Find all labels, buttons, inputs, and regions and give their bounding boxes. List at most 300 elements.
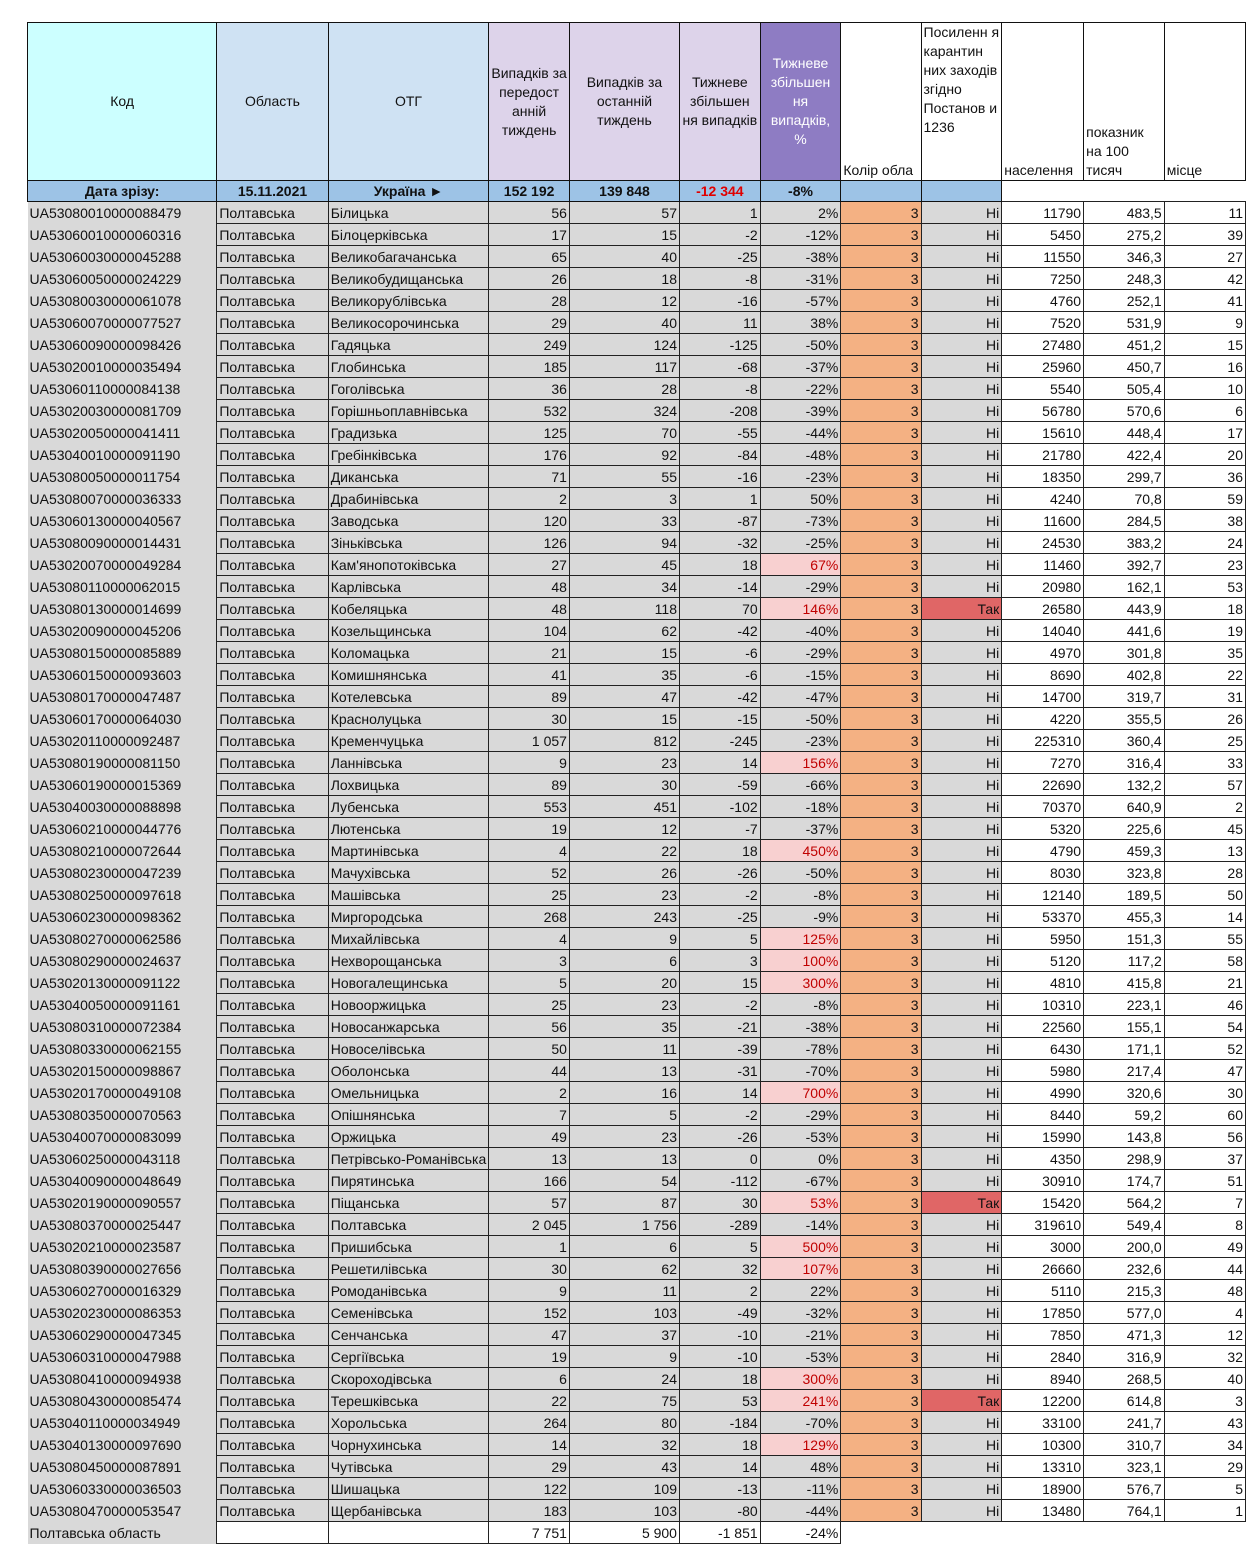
cell-otg[interactable]: Лютенська [328,818,489,840]
cell-weekly-increase-pct[interactable]: -53% [760,1126,841,1148]
cell-code[interactable]: UA53020110000092487 [28,730,217,752]
cell-rate-per-100k[interactable]: 70,8 [1084,488,1165,510]
cell-code[interactable]: UA53020010000035494 [28,356,217,378]
cell-otg[interactable]: Ланнівська [328,752,489,774]
cell-weekly-increase-pct[interactable]: -22% [760,378,841,400]
cell-place[interactable]: 29 [1164,1456,1245,1478]
cell-zone-color[interactable]: 3 [841,1038,921,1060]
cell-otg[interactable]: Гребінківська [328,444,489,466]
cell-prev-week[interactable]: 50 [489,1038,570,1060]
cell-last-week[interactable]: 94 [569,532,679,554]
country-selector[interactable]: Україна ► [328,181,489,202]
cell-otg[interactable]: Гоголівська [328,378,489,400]
cell-weekly-increase[interactable]: -245 [679,730,760,752]
cell-prev-week[interactable]: 25 [489,994,570,1016]
cell-weekly-increase[interactable]: -14 [679,576,760,598]
cell-prev-week[interactable]: 183 [489,1500,570,1522]
cell-place[interactable]: 55 [1164,928,1245,950]
cell-strict-measures[interactable]: Ні [921,1434,1002,1456]
cell-rate-per-100k[interactable]: 392,7 [1084,554,1165,576]
cell-rate-per-100k[interactable]: 346,3 [1084,246,1165,268]
cell-last-week[interactable]: 15 [569,642,679,664]
cell-oblast[interactable]: Полтавська [217,378,328,400]
cell-weekly-increase[interactable]: -2 [679,884,760,906]
cell-oblast[interactable]: Полтавська [217,444,328,466]
cell-rate-per-100k[interactable]: 299,7 [1084,466,1165,488]
cell-oblast[interactable]: Полтавська [217,1500,328,1522]
cell-population[interactable]: 7250 [1002,268,1084,290]
cell-last-week[interactable]: 80 [569,1412,679,1434]
cell-last-week[interactable]: 62 [569,620,679,642]
cell-weekly-increase[interactable]: -42 [679,620,760,642]
cell-place[interactable]: 36 [1164,466,1245,488]
cell-code[interactable]: UA53040090000048649 [28,1170,217,1192]
cell-rate-per-100k[interactable]: 171,1 [1084,1038,1165,1060]
cell-code[interactable]: UA53060010000060316 [28,224,217,246]
cell-otg[interactable]: Гадяцька [328,334,489,356]
cell-code[interactable]: UA53080290000024637 [28,950,217,972]
cell-population[interactable]: 4220 [1002,708,1084,730]
cell-prev-week[interactable]: 120 [489,510,570,532]
cell-code[interactable]: UA53040110000034949 [28,1412,217,1434]
cell-otg[interactable]: Решетилівська [328,1258,489,1280]
cell-otg[interactable]: Пришибська [328,1236,489,1258]
cell-weekly-increase[interactable]: -125 [679,334,760,356]
cell-population[interactable]: 7270 [1002,752,1084,774]
cell-prev-week[interactable]: 4 [489,840,570,862]
cell-population[interactable]: 26660 [1002,1258,1084,1280]
cell-otg[interactable]: Новосанжарська [328,1016,489,1038]
cell-prev-week[interactable]: 125 [489,422,570,444]
cell-code[interactable]: UA53080170000047487 [28,686,217,708]
cell-strict-measures[interactable]: Ні [921,290,1002,312]
cell-rate-per-100k[interactable]: 217,4 [1084,1060,1165,1082]
cell-place[interactable]: 24 [1164,532,1245,554]
cell-weekly-increase[interactable]: 3 [679,950,760,972]
cell-oblast[interactable]: Полтавська [217,1302,328,1324]
cell-rate-per-100k[interactable]: 241,7 [1084,1412,1165,1434]
cell-place[interactable]: 56 [1164,1126,1245,1148]
cell-prev-week[interactable]: 21 [489,642,570,664]
cell-place[interactable]: 30 [1164,1082,1245,1104]
cell-zone-color[interactable]: 3 [841,290,921,312]
cell-oblast[interactable]: Полтавська [217,1104,328,1126]
cell-place[interactable]: 47 [1164,1060,1245,1082]
cell-otg[interactable]: Котелевська [328,686,489,708]
cell-place[interactable]: 46 [1164,994,1245,1016]
cell-otg[interactable]: Щербанівська [328,1500,489,1522]
cell-weekly-increase-pct[interactable]: 125% [760,928,841,950]
cell-zone-color[interactable]: 3 [841,1060,921,1082]
cell-weekly-increase[interactable]: -7 [679,818,760,840]
cell-prev-week[interactable]: 152 [489,1302,570,1324]
cell-code[interactable]: UA53060110000084138 [28,378,217,400]
cell-otg[interactable]: Мартинівська [328,840,489,862]
cell-strict-measures[interactable]: Ні [921,840,1002,862]
cell-strict-measures[interactable]: Ні [921,972,1002,994]
cell-otg[interactable]: Лохвицька [328,774,489,796]
cell-weekly-increase-pct[interactable]: -73% [760,510,841,532]
cell-rate-per-100k[interactable]: 422,4 [1084,444,1165,466]
cell-weekly-increase[interactable]: -16 [679,466,760,488]
cell-place[interactable]: 39 [1164,224,1245,246]
cell-code[interactable]: UA53020050000041411 [28,422,217,444]
cell-weekly-increase-pct[interactable]: 53% [760,1192,841,1214]
cell-strict-measures[interactable]: Ні [921,1170,1002,1192]
cell-population[interactable]: 26580 [1002,598,1084,620]
cell-oblast[interactable]: Полтавська [217,708,328,730]
cell-strict-measures[interactable]: Ні [921,862,1002,884]
cell-code[interactable]: UA53080190000081150 [28,752,217,774]
cell-prev-week[interactable]: 122 [489,1478,570,1500]
cell-weekly-increase[interactable]: -25 [679,246,760,268]
cell-strict-measures[interactable]: Ні [921,532,1002,554]
cell-oblast[interactable]: Полтавська [217,1082,328,1104]
cell-oblast[interactable]: Полтавська [217,950,328,972]
cell-prev-week[interactable]: 3 [489,950,570,972]
cell-code[interactable]: UA53060250000043118 [28,1148,217,1170]
cell-weekly-increase-pct[interactable]: 48% [760,1456,841,1478]
cell-strict-measures[interactable]: Ні [921,1368,1002,1390]
cell-last-week[interactable]: 24 [569,1368,679,1390]
cell-last-week[interactable]: 47 [569,686,679,708]
cell-otg[interactable]: Машівська [328,884,489,906]
cell-oblast[interactable]: Полтавська [217,1434,328,1456]
cell-code[interactable]: UA53060190000015369 [28,774,217,796]
cell-weekly-increase-pct[interactable]: -44% [760,1500,841,1522]
cell-rate-per-100k[interactable]: 301,8 [1084,642,1165,664]
cell-strict-measures[interactable]: Ні [921,1104,1002,1126]
cell-prev-week[interactable]: 57 [489,1192,570,1214]
cell-population[interactable]: 4240 [1002,488,1084,510]
cell-prev-week[interactable]: 41 [489,664,570,686]
cell-population[interactable]: 15610 [1002,422,1084,444]
cell-population[interactable]: 12140 [1002,884,1084,906]
cell-code[interactable]: UA53040070000083099 [28,1126,217,1148]
cell-strict-measures[interactable]: Ні [921,466,1002,488]
cell-zone-color[interactable]: 3 [841,1280,921,1302]
cell-last-week[interactable]: 16 [569,1082,679,1104]
cell-zone-color[interactable]: 3 [841,1324,921,1346]
cell-otg[interactable]: Новоселівська [328,1038,489,1060]
cell-oblast[interactable]: Полтавська [217,246,328,268]
cell-weekly-increase[interactable]: -26 [679,1126,760,1148]
cell-prev-week[interactable]: 185 [489,356,570,378]
header-oblast[interactable]: Область [217,23,328,181]
cell-weekly-increase[interactable]: 1 [679,202,760,224]
cell-otg[interactable]: Оболонська [328,1060,489,1082]
cell-oblast[interactable]: Полтавська [217,312,328,334]
cell-weekly-increase-pct[interactable]: -70% [760,1060,841,1082]
cell-code[interactable]: UA53080130000014699 [28,598,217,620]
cell-prev-week[interactable]: 47 [489,1324,570,1346]
cell-weekly-increase[interactable]: 14 [679,1456,760,1478]
cell-weekly-increase-pct[interactable]: 50% [760,488,841,510]
cell-otg[interactable]: Скороходівська [328,1368,489,1390]
cell-weekly-increase[interactable]: 14 [679,752,760,774]
cell-weekly-increase-pct[interactable]: -48% [760,444,841,466]
cell-rate-per-100k[interactable]: 232,6 [1084,1258,1165,1280]
cell-otg[interactable]: Миргородська [328,906,489,928]
cell-population[interactable]: 10310 [1002,994,1084,1016]
cell-strict-measures[interactable]: Ні [921,620,1002,642]
cell-code[interactable]: UA53020190000090557 [28,1192,217,1214]
cell-oblast[interactable]: Полтавська [217,1456,328,1478]
cell-oblast[interactable]: Полтавська [217,1236,328,1258]
cell-oblast[interactable]: Полтавська [217,620,328,642]
cell-strict-measures[interactable]: Так [921,1390,1002,1412]
cell-rate-per-100k[interactable]: 570,6 [1084,400,1165,422]
cell-zone-color[interactable]: 3 [841,620,921,642]
cell-population[interactable]: 15990 [1002,1126,1084,1148]
cell-code[interactable]: UA53020170000049108 [28,1082,217,1104]
cell-code[interactable]: UA53080330000062155 [28,1038,217,1060]
cell-rate-per-100k[interactable]: 383,2 [1084,532,1165,554]
cell-code[interactable]: UA53080390000027656 [28,1258,217,1280]
cell-place[interactable]: 12 [1164,1324,1245,1346]
cell-place[interactable]: 38 [1164,510,1245,532]
cell-place[interactable]: 45 [1164,818,1245,840]
cell-place[interactable]: 6 [1164,400,1245,422]
cell-weekly-increase-pct[interactable]: -44% [760,422,841,444]
cell-strict-measures[interactable]: Ні [921,488,1002,510]
cell-otg[interactable]: Чорнухинська [328,1434,489,1456]
cell-zone-color[interactable]: 3 [841,664,921,686]
cell-prev-week[interactable]: 28 [489,290,570,312]
cell-otg[interactable]: Лубенська [328,796,489,818]
cell-zone-color[interactable]: 3 [841,1104,921,1126]
cell-place[interactable]: 16 [1164,356,1245,378]
cell-population[interactable]: 225310 [1002,730,1084,752]
cell-rate-per-100k[interactable]: 564,2 [1084,1192,1165,1214]
cell-code[interactable]: UA53080090000014431 [28,532,217,554]
cell-code[interactable]: UA53020130000091122 [28,972,217,994]
cell-zone-color[interactable]: 3 [841,1412,921,1434]
cell-last-week[interactable]: 22 [569,840,679,862]
cell-place[interactable]: 1 [1164,1500,1245,1522]
cell-weekly-increase-pct[interactable]: -25% [760,532,841,554]
cell-oblast[interactable]: Полтавська [217,334,328,356]
cell-population[interactable]: 4810 [1002,972,1084,994]
cell-code[interactable]: UA53040130000097690 [28,1434,217,1456]
cell-rate-per-100k[interactable]: 577,0 [1084,1302,1165,1324]
cell-last-week[interactable]: 117 [569,356,679,378]
cell-otg[interactable]: Петрівсько-Романівська [328,1148,489,1170]
cell-rate-per-100k[interactable]: 310,7 [1084,1434,1165,1456]
cell-zone-color[interactable]: 3 [841,246,921,268]
cell-otg[interactable]: Чутівська [328,1456,489,1478]
cell-weekly-increase[interactable]: -21 [679,1016,760,1038]
cell-population[interactable]: 13480 [1002,1500,1084,1522]
cell-oblast[interactable]: Полтавська [217,1368,328,1390]
cell-rate-per-100k[interactable]: 448,4 [1084,422,1165,444]
cell-code[interactable]: UA53080250000097618 [28,884,217,906]
cell-oblast[interactable]: Полтавська [217,818,328,840]
cell-weekly-increase[interactable]: 30 [679,1192,760,1214]
cell-strict-measures[interactable]: Ні [921,1214,1002,1236]
cell-strict-measures[interactable]: Ні [921,1324,1002,1346]
cell-place[interactable]: 44 [1164,1258,1245,1280]
cell-rate-per-100k[interactable]: 355,5 [1084,708,1165,730]
cell-population[interactable]: 18900 [1002,1478,1084,1500]
cell-rate-per-100k[interactable]: 248,3 [1084,268,1165,290]
cell-weekly-increase[interactable]: -49 [679,1302,760,1324]
cell-last-week[interactable]: 18 [569,268,679,290]
cell-weekly-increase[interactable]: 14 [679,1082,760,1104]
cell-code[interactable]: UA53060270000016329 [28,1280,217,1302]
cell-place[interactable]: 42 [1164,268,1245,290]
cell-oblast[interactable]: Полтавська [217,554,328,576]
cell-oblast[interactable]: Полтавська [217,642,328,664]
cell-population[interactable]: 12200 [1002,1390,1084,1412]
cell-last-week[interactable]: 37 [569,1324,679,1346]
cell-weekly-increase-pct[interactable]: -12% [760,224,841,246]
cell-oblast[interactable]: Полтавська [217,1214,328,1236]
cell-prev-week[interactable]: 1 [489,1236,570,1258]
cell-weekly-increase[interactable]: 5 [679,1236,760,1258]
cell-weekly-increase-pct[interactable]: -39% [760,400,841,422]
cell-oblast[interactable]: Полтавська [217,840,328,862]
cell-rate-per-100k[interactable]: 143,8 [1084,1126,1165,1148]
cell-zone-color[interactable]: 3 [841,1192,921,1214]
cell-code[interactable]: UA53080070000036333 [28,488,217,510]
cell-rate-per-100k[interactable]: 151,3 [1084,928,1165,950]
cell-last-week[interactable]: 11 [569,1280,679,1302]
cell-last-week[interactable]: 109 [569,1478,679,1500]
cell-weekly-increase-pct[interactable]: 129% [760,1434,841,1456]
cell-prev-week[interactable]: 264 [489,1412,570,1434]
cell-otg[interactable]: Опішнянська [328,1104,489,1126]
cell-zone-color[interactable]: 3 [841,994,921,1016]
cell-strict-measures[interactable]: Ні [921,1412,1002,1434]
cell-oblast[interactable]: Полтавська [217,1192,328,1214]
cell-rate-per-100k[interactable]: 531,9 [1084,312,1165,334]
cell-weekly-increase-pct[interactable]: -53% [760,1346,841,1368]
cell-oblast[interactable]: Полтавська [217,202,328,224]
cell-code[interactable]: UA53040050000091161 [28,994,217,1016]
cell-weekly-increase[interactable]: -13 [679,1478,760,1500]
header-prev-week[interactable]: Випадків за передост анній тиждень [489,23,570,181]
cell-zone-color[interactable]: 3 [841,268,921,290]
cell-weekly-increase-pct[interactable]: -50% [760,334,841,356]
cell-last-week[interactable]: 12 [569,818,679,840]
cell-population[interactable]: 5950 [1002,928,1084,950]
cell-code[interactable]: UA53080350000070563 [28,1104,217,1126]
header-color[interactable]: Колір обла [841,23,921,181]
cell-rate-per-100k[interactable]: 268,5 [1084,1368,1165,1390]
cell-weekly-increase[interactable]: 18 [679,840,760,862]
cell-oblast[interactable]: Полтавська [217,862,328,884]
cell-strict-measures[interactable]: Ні [921,554,1002,576]
cell-weekly-increase[interactable]: -6 [679,642,760,664]
cell-otg[interactable]: Білицька [328,202,489,224]
cell-rate-per-100k[interactable]: 640,9 [1084,796,1165,818]
cell-code[interactable]: UA53080030000061078 [28,290,217,312]
cell-prev-week[interactable]: 48 [489,576,570,598]
cell-oblast[interactable]: Полтавська [217,1412,328,1434]
cell-weekly-increase-pct[interactable]: -47% [760,686,841,708]
cell-strict-measures[interactable]: Ні [921,642,1002,664]
cell-oblast[interactable]: Полтавська [217,1060,328,1082]
cell-otg[interactable]: Полтавська [328,1214,489,1236]
cell-prev-week[interactable]: 52 [489,862,570,884]
cell-weekly-increase-pct[interactable]: -11% [760,1478,841,1500]
cell-strict-measures[interactable]: Ні [921,884,1002,906]
cell-rate-per-100k[interactable]: 323,8 [1084,862,1165,884]
cell-population[interactable]: 6430 [1002,1038,1084,1060]
cell-weekly-increase[interactable]: -184 [679,1412,760,1434]
cell-weekly-increase[interactable]: -80 [679,1500,760,1522]
cell-otg[interactable]: Омельницька [328,1082,489,1104]
cell-oblast[interactable]: Полтавська [217,906,328,928]
cell-code[interactable]: UA53020090000045206 [28,620,217,642]
cell-weekly-increase-pct[interactable]: -67% [760,1170,841,1192]
cell-place[interactable]: 31 [1164,686,1245,708]
cell-prev-week[interactable]: 56 [489,1016,570,1038]
cell-otg[interactable]: Великорублівська [328,290,489,312]
cell-weekly-increase-pct[interactable]: -14% [760,1214,841,1236]
cell-population[interactable]: 4970 [1002,642,1084,664]
cell-oblast[interactable]: Полтавська [217,268,328,290]
cell-weekly-increase-pct[interactable]: -37% [760,818,841,840]
cell-weekly-increase[interactable]: -15 [679,708,760,730]
cell-place[interactable]: 5 [1164,1478,1245,1500]
cell-zone-color[interactable]: 3 [841,576,921,598]
cell-place[interactable]: 50 [1164,884,1245,906]
cell-weekly-increase[interactable]: 32 [679,1258,760,1280]
cell-place[interactable]: 9 [1164,312,1245,334]
cell-oblast[interactable]: Полтавська [217,224,328,246]
cell-code[interactable]: UA53080370000025447 [28,1214,217,1236]
cell-prev-week[interactable]: 49 [489,1126,570,1148]
cell-weekly-increase[interactable]: 70 [679,598,760,620]
cell-code[interactable]: UA53080210000072644 [28,840,217,862]
cell-place[interactable]: 20 [1164,444,1245,466]
cell-rate-per-100k[interactable]: 549,4 [1084,1214,1165,1236]
cell-population[interactable]: 13310 [1002,1456,1084,1478]
cell-zone-color[interactable]: 3 [841,862,921,884]
cell-zone-color[interactable]: 3 [841,818,921,840]
cell-population[interactable]: 20980 [1002,576,1084,598]
cell-place[interactable]: 51 [1164,1170,1245,1192]
header-last-week[interactable]: Випадків за останній тиждень [569,23,679,181]
cell-place[interactable]: 13 [1164,840,1245,862]
cell-rate-per-100k[interactable]: 117,2 [1084,950,1165,972]
cell-place[interactable]: 37 [1164,1148,1245,1170]
cell-weekly-increase[interactable]: -25 [679,906,760,928]
cell-otg[interactable]: Терешківська [328,1390,489,1412]
cell-population[interactable]: 10300 [1002,1434,1084,1456]
cell-last-week[interactable]: 6 [569,950,679,972]
cell-prev-week[interactable]: 89 [489,686,570,708]
cell-place[interactable]: 58 [1164,950,1245,972]
cell-weekly-increase[interactable]: -112 [679,1170,760,1192]
cell-otg[interactable]: Глобинська [328,356,489,378]
cell-prev-week[interactable]: 36 [489,378,570,400]
cell-prev-week[interactable]: 26 [489,268,570,290]
cell-prev-week[interactable]: 30 [489,1258,570,1280]
cell-rate-per-100k[interactable]: 298,9 [1084,1148,1165,1170]
cell-last-week[interactable]: 55 [569,466,679,488]
cell-place[interactable]: 28 [1164,862,1245,884]
cell-weekly-increase[interactable]: -8 [679,268,760,290]
cell-code[interactable]: UA53040030000088898 [28,796,217,818]
cell-strict-measures[interactable]: Ні [921,1016,1002,1038]
cell-zone-color[interactable]: 3 [841,1258,921,1280]
cell-population[interactable]: 11460 [1002,554,1084,576]
cell-strict-measures[interactable]: Ні [921,1500,1002,1522]
cell-population[interactable]: 24530 [1002,532,1084,554]
